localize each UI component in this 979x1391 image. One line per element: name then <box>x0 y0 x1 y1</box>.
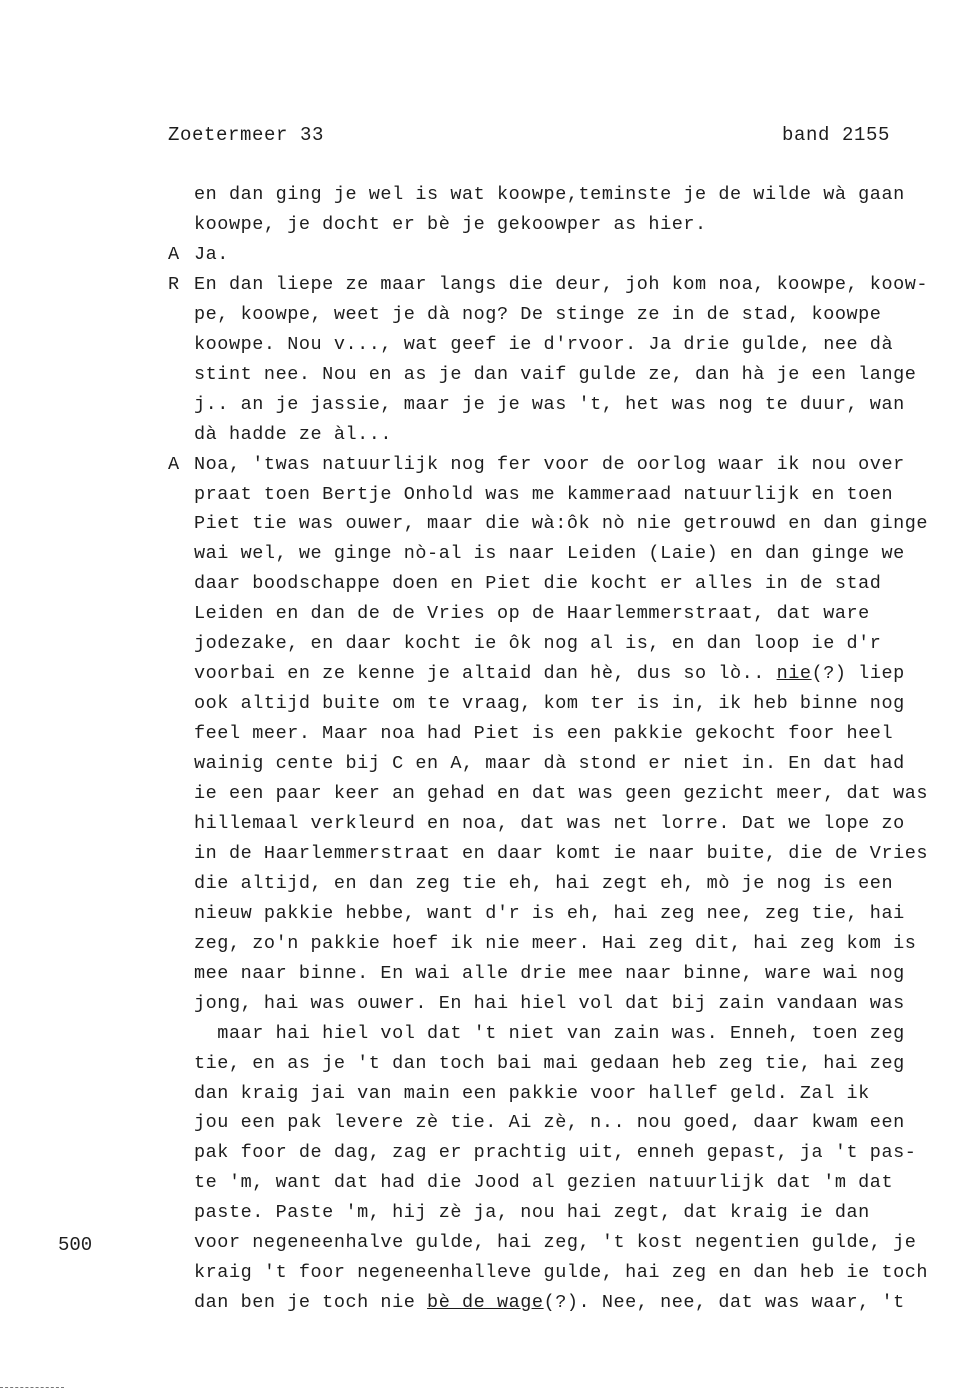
line-text: koowpe. Nou v..., wat geef ie d'rvoor. Ja drie gulde, nee dà <box>194 333 894 355</box>
line-text: En dan liepe ze maar langs die deur, joh kom noa, koowpe, koow- <box>194 273 929 295</box>
line-text: tie, en as je 't dan toch bai mai gedaan heb zeg tie, hai zeg <box>194 1052 905 1074</box>
line-text: pak foor de dag, zag er prachtig uit, enneh gepast, ja 't pas- <box>194 1142 917 1164</box>
margin-line-counter: 500 <box>58 1234 93 1256</box>
line-text <box>194 1288 905 1318</box>
header-title: Zoetermeer 33 <box>168 124 325 146</box>
line-text: Ja. <box>194 243 229 265</box>
line-text-after: (?). Nee, nee, dat was waar, 't <box>543 1292 905 1314</box>
line-text: ook altijd buite om te vraag, kom ter is in, ik heb binne nog <box>194 693 905 715</box>
bottom-dashed-rule <box>0 1387 64 1388</box>
line-text: paste. Paste 'm, hij zè ja, nou hai zegt, dat kraig ie dan <box>194 1202 870 1224</box>
speaker-label: A <box>168 243 180 265</box>
line-text: praat toen Bertje Onhold was me kammeraad natuurlijk en toen <box>194 483 894 505</box>
line-text: mee naar binne. En wai alle drie mee naar binne, ware wai nog <box>194 962 905 984</box>
line-text: kraig 't foor negeneenhalleve gulde, hai zeg en dan heb ie toch <box>194 1262 929 1284</box>
line-text: voor negeneenhalve gulde, hai zeg, 't kost negentien gulde, je <box>194 1232 917 1254</box>
line-text: Noa, 'twas natuurlijk nog fer voor de oorlog waar ik nou over <box>194 453 905 475</box>
speaker-label: R <box>168 273 180 295</box>
line-text: daar boodschappe doen en Piet die kocht er alles in de stad <box>194 573 882 595</box>
line-text: jong, hai was ouwer. En hai hiel vol dat bij zain vandaan was <box>194 992 905 1014</box>
line-text: stint nee. Nou en as je dan vaif gulde ze, dan hà je een lange <box>194 363 917 385</box>
uncertain-transcription: nie <box>776 663 812 685</box>
line-text: die altijd, en dan zeg tie eh, hai zegt eh, mò je nog is een <box>194 872 894 894</box>
speaker-label: A <box>168 453 180 475</box>
line-text: nieuw pakkie hebbe, want d'r is eh, hai zeg nee, zeg tie, hai <box>194 902 905 924</box>
line-text: in de Haarlemmerstraat en daar komt ie naar buite, die de Vries <box>194 842 929 864</box>
line-text: jou een pak levere zè tie. Ai zè, n.. nou goed, daar kwam een <box>194 1112 905 1134</box>
line-text: maar hai hiel vol dat 't niet van zain was. Enneh, toen zeg <box>194 1022 905 1044</box>
uncertain-transcription: bè de wage <box>427 1292 544 1314</box>
line-text <box>194 659 905 689</box>
line-text: jodezake, en daar kocht ie ôk nog al is, en dan loop ie d'r <box>194 633 882 655</box>
line-text: j.. an je jassie, maar je je was 't, het was nog te duur, wan <box>194 393 905 415</box>
line-text: zeg, zo'n pakkie hoef ik nie meer. Hai zeg dit, hai zeg kom is <box>194 932 917 954</box>
line-text-before: voorbai en ze kenne je altaid dan hè, dus so lò.. <box>194 663 777 685</box>
line-text: pe, koowpe, weet je dà nog? De stinge ze in de stad, koowpe <box>194 303 882 325</box>
line-text: en dan ging je wel is wat koowpe,teminste je de wilde wà gaan <box>194 184 905 205</box>
line-text: Piet tie was ouwer, maar die wà:ôk nò nie getrouwd en dan ginge <box>194 513 929 535</box>
line-text-after: (?) liep <box>811 663 905 685</box>
line-text-before: dan ben je toch nie <box>194 1292 428 1314</box>
line-text: dan kraig jai van main een pakkie voor hallef geld. Zal ik <box>194 1082 870 1104</box>
line-text: te 'm, want dat had die Jood al gezien natuurlijk dat 'm dat <box>194 1172 894 1194</box>
line-text: wai wel, we ginge nò-al is naar Leiden (Laie) en dan ginge we <box>194 543 905 565</box>
line-text: wainig cente bij C en A, maar dà stond er niet in. En dat had <box>194 753 905 775</box>
header-tape-number: band 2155 <box>782 124 891 146</box>
line-text: koowpe, je docht er bè je gekoowper as hier. <box>194 213 707 235</box>
line-text: Leiden en dan de de Vries op de Haarlemmerstraat, dat ware <box>194 603 870 625</box>
line-text: feel meer. Maar noa had Piet is een pakkie gekocht foor heel <box>194 723 894 745</box>
line-text: hillemaal verkleurd en noa, dat was net lorre. Dat we lope zo <box>194 812 905 834</box>
line-text: dà hadde ze àl... <box>194 423 393 445</box>
line-text: ie een paar keer an gehad en dat was geen gezicht meer, dat was <box>194 783 929 804</box>
